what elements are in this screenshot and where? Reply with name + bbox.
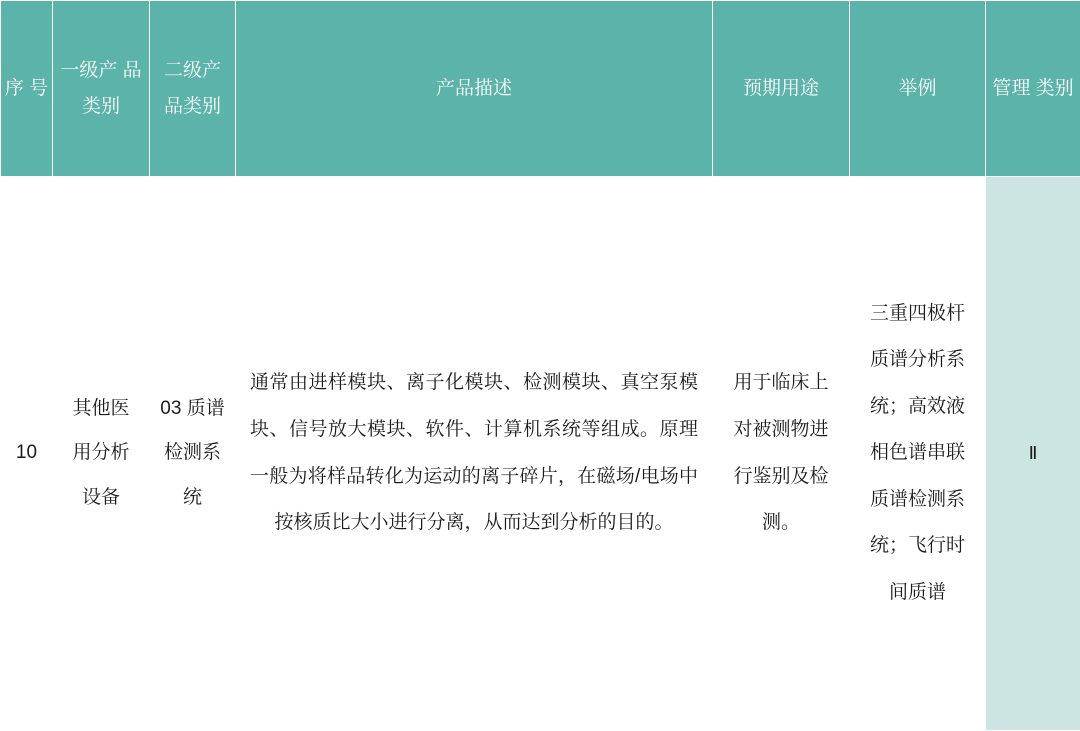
cell-examples: 三重四极杆质谱分析系统；高效液相色谱串联质谱检测系统；飞行时间质谱 xyxy=(850,177,986,731)
column-header-product-description: 产品描述 xyxy=(236,1,713,177)
table-row xyxy=(1,177,1080,731)
column-header-secondary-category: 二级产 品类别 xyxy=(150,1,236,177)
column-header-index: 序 号 xyxy=(1,1,53,177)
cell-intended-use: 用于临床上对被测物进行鉴别及检测。 xyxy=(713,177,850,731)
cell-management-class: Ⅱ xyxy=(986,177,1080,731)
column-header-primary-category: 一级产 品类别 xyxy=(53,1,150,177)
column-header-management-class: 管理 类别 xyxy=(986,1,1080,177)
column-header-intended-use: 预期用途 xyxy=(713,1,850,177)
cell-primary-category: 其他医 用分析 设备 xyxy=(53,177,150,731)
table-body xyxy=(1,177,1080,731)
cell-secondary-category: 03 质谱 检测系 统 xyxy=(150,177,236,731)
table-header xyxy=(1,1,1080,177)
cell-product-description: 通常由进样模块、离子化模块、检测模块、真空泵模块、信号放大模块、软件、计算机系统等组成。原理一般为将样品转化为运动的离子碎片，在磁场/电场中按核质比大小进行分离，从而达到分析的目的。 xyxy=(236,177,713,731)
table-header-row xyxy=(1,1,1080,177)
column-header-examples: 举例 xyxy=(850,1,986,177)
cell-index: 10 xyxy=(1,177,53,731)
